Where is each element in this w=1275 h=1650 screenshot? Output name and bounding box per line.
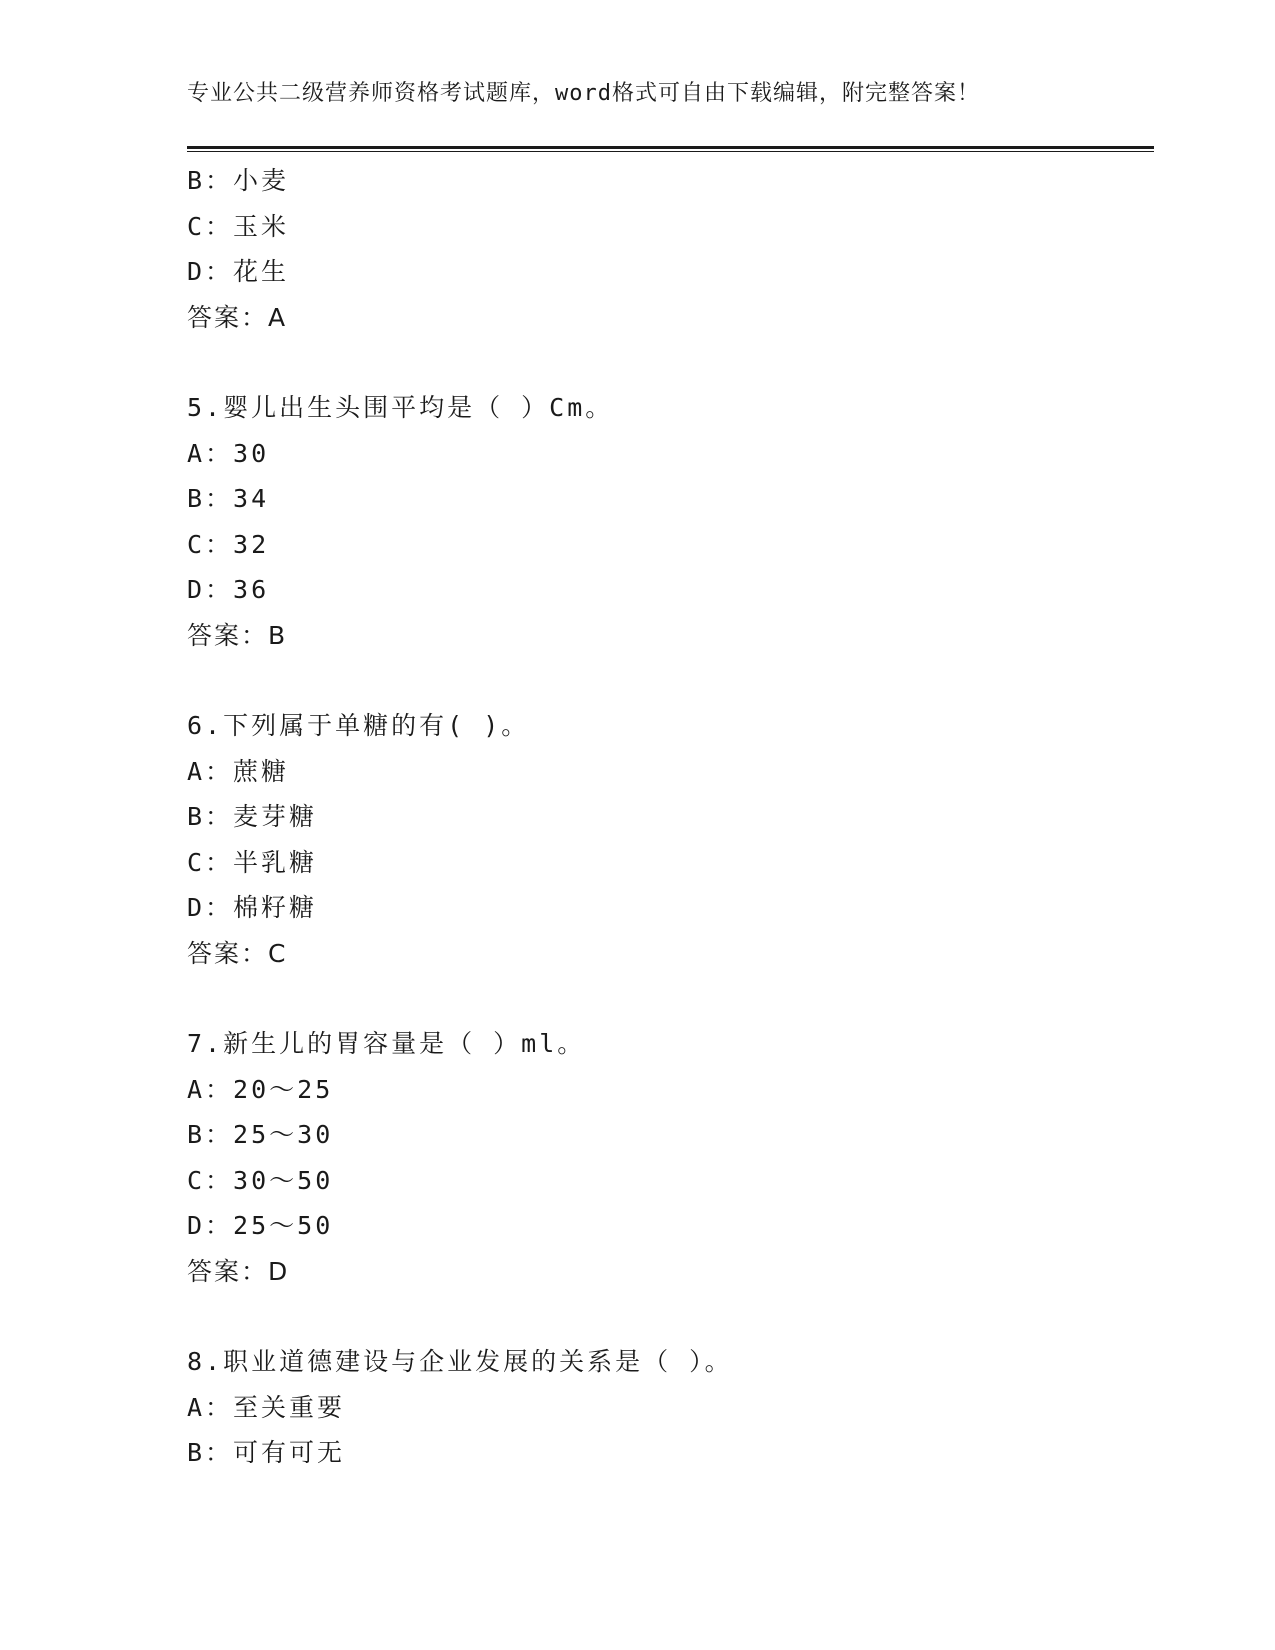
answer-line: 答案：C bbox=[187, 938, 288, 968]
page-header: 专业公共二级营养师资格考试题库，word格式可自由下载编辑，附完整答案！ bbox=[187, 81, 980, 106]
spacer bbox=[187, 1294, 1154, 1339]
header-rule-thick bbox=[187, 146, 1154, 149]
question-stem: 6.下列属于单糖的有( )。 bbox=[187, 711, 530, 740]
option-d: D：25～50 bbox=[187, 1211, 334, 1240]
question-block-6 bbox=[187, 703, 1154, 976]
spacer bbox=[187, 976, 1154, 1021]
option-b: B：小麦 bbox=[187, 166, 290, 195]
option-b: B：34 bbox=[187, 484, 270, 513]
option-c: C：32 bbox=[187, 529, 270, 559]
header-rule-thin bbox=[187, 151, 1154, 152]
answer-line: 答案：A bbox=[187, 302, 288, 332]
option-c: C：玉米 bbox=[187, 211, 290, 241]
question-block-5 bbox=[187, 385, 1154, 658]
question-block-partial bbox=[187, 158, 1154, 340]
answer-line: 答案：B bbox=[187, 620, 288, 650]
option-c: C：30～50 bbox=[187, 1165, 334, 1195]
option-d: D：36 bbox=[187, 575, 270, 604]
option-c: C：半乳糖 bbox=[187, 847, 318, 877]
option-d: D：棉籽糖 bbox=[187, 893, 318, 922]
option-a: A：30 bbox=[187, 438, 270, 468]
question-stem: 8.职业道德建设与企业发展的关系是（ ）。 bbox=[187, 1347, 733, 1376]
answer-line: 答案：D bbox=[187, 1256, 290, 1286]
option-b: B：可有可无 bbox=[187, 1438, 346, 1467]
option-b: B：麦芽糖 bbox=[187, 802, 318, 831]
option-d: D：花生 bbox=[187, 257, 290, 286]
option-b: B：25～30 bbox=[187, 1120, 334, 1149]
question-stem: 5.婴儿出生头围平均是（ ）Cm。 bbox=[187, 393, 614, 422]
option-a: A：至关重要 bbox=[187, 1392, 346, 1422]
question-list bbox=[187, 158, 1154, 1476]
spacer bbox=[187, 340, 1154, 385]
option-a: A：20～25 bbox=[187, 1074, 334, 1104]
question-block-8 bbox=[187, 1339, 1154, 1476]
question-stem: 7.新生儿的胃容量是（ ）ml。 bbox=[187, 1029, 586, 1058]
spacer bbox=[187, 658, 1154, 703]
option-a: A：蔗糖 bbox=[187, 756, 290, 786]
question-block-7 bbox=[187, 1021, 1154, 1294]
